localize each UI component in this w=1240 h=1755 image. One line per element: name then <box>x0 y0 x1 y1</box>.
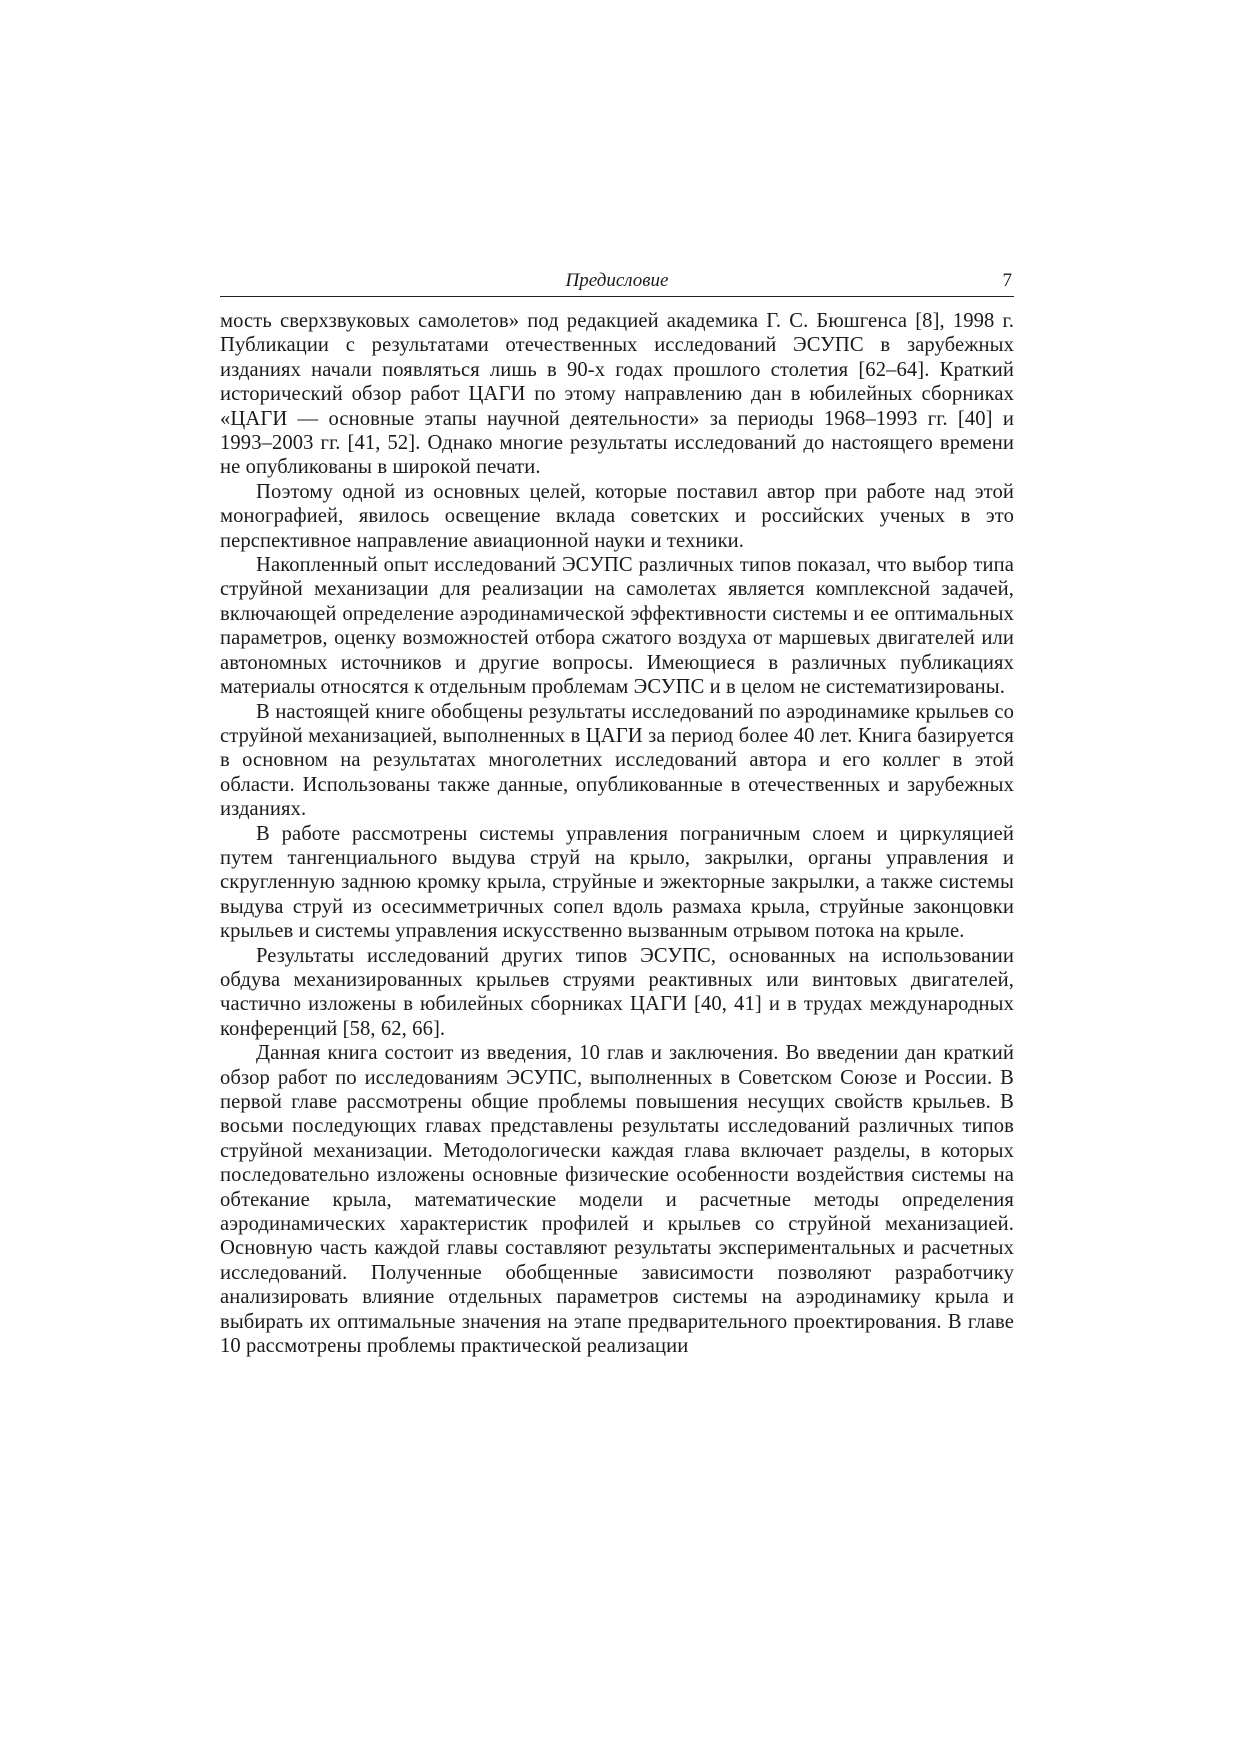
running-title: Предисловие <box>565 270 669 291</box>
paragraph-goal: Поэтому одной из основных целей, которые поставил автор при работе над этой монографией, явилось освещение вклада советских и российских ученых в это перспективное направление авиационной науки и техники. <box>220 480 1014 552</box>
paragraph-summary: В настоящей книге обобщены результаты исследований по аэродинамике крыльев со струйной механизацией, выполненных в ЦАГИ за период более 40 лет. Книга базируется в основном на результатах многолетних исследований автора и его коллег в этой области. Использованы также данные, опубликованные в отечественных и зарубежных изданиях. <box>220 700 1014 821</box>
paragraph-experience: Накопленный опыт исследований ЭСУПС различных типов показал, что выбор типа струйной механизации для реализации на самолетах является комплексной задачей, включающей определение аэродинамической эффективности системы и ее оптимальных параметров, оценку возможностей отбора сжатого воздуха от маршевых двигателей или автономных источников и другие вопросы. Имеющиеся в различных публикациях материалы относятся к отдельным проблемам ЭСУПС и в целом не систематизированы. <box>220 554 1014 699</box>
paragraph-systems: В работе рассмотрены системы управления пограничным слоем и циркуляцией путем тангенциального выдува струй на крыло, закрылки, органы управления и скругленную заднюю кромку крыла, струйные и эжекторные закрылки, а также системы выдува струй из осесимметричных сопел вдоль размаха крыла, струйные законцовки крыльев и системы управления искусственно вызванным отрывом потока на крыле. <box>220 822 1014 943</box>
paragraph-other-types: Результаты исследований других типов ЭСУПС, основанных на использовании обдува механизированных крыльев струями реактивных или винтовых двигателей, частично изложены в юбилейных сборниках ЦАГИ [40, 41] и в трудах международных конференций [58, 62, 66]. <box>220 944 1014 1040</box>
running-header <box>220 266 1014 297</box>
body-text <box>220 309 1014 1358</box>
paragraph-continuation: мость сверхзвуковых самолетов» под редакцией академика Г. С. Бюшгенса [8], 1998 г. Публикации с результатами отечественных исследований ЭСУПС в зарубежных изданиях начали появляться лишь в 90-х годах прошлого столетия [62–64]. Краткий исторический обзор работ ЦАГИ по этому направлению дан в юбилейных сборниках «ЦАГИ — основные этапы научной деятельности» за периоды 1968–1993 гг. [40] и 1993–2003 гг. [41, 52]. Однако многие результаты исследований до настоящего времени не опубликованы в широкой печати. <box>220 310 1014 479</box>
paragraph-structure: Данная книга состоит из введения, 10 глав и заключения. Во введении дан краткий обзор работ по исследованиям ЭСУПС, выполненных в Советском Союзе и России. В первой главе рассмотрены общие проблемы повышения несущих свойств крыльев. В восьми последующих главах представлены результаты исследований различных типов струйной механизации. Методологически каждая глава включает разделы, в которых последовательно изложены основные физические особенности воздействия системы на обтекание крыла, математические модели и расчетные методы определения аэродинамических характеристик профилей и крыльев со струйной механизацией. Основную часть каждой главы составляют результаты экспериментальных и расчетных исследований. Полученные обобщенные зависимости позволяют разработчику анализировать влияние отдельных параметров системы на аэродинамику крыла и выбирать их оптимальные значения на этапе предварительного проектирования. В главе 10 рассмотрены проблемы практической реализации <box>220 1042 1014 1358</box>
page-number: 7 <box>1002 270 1012 291</box>
